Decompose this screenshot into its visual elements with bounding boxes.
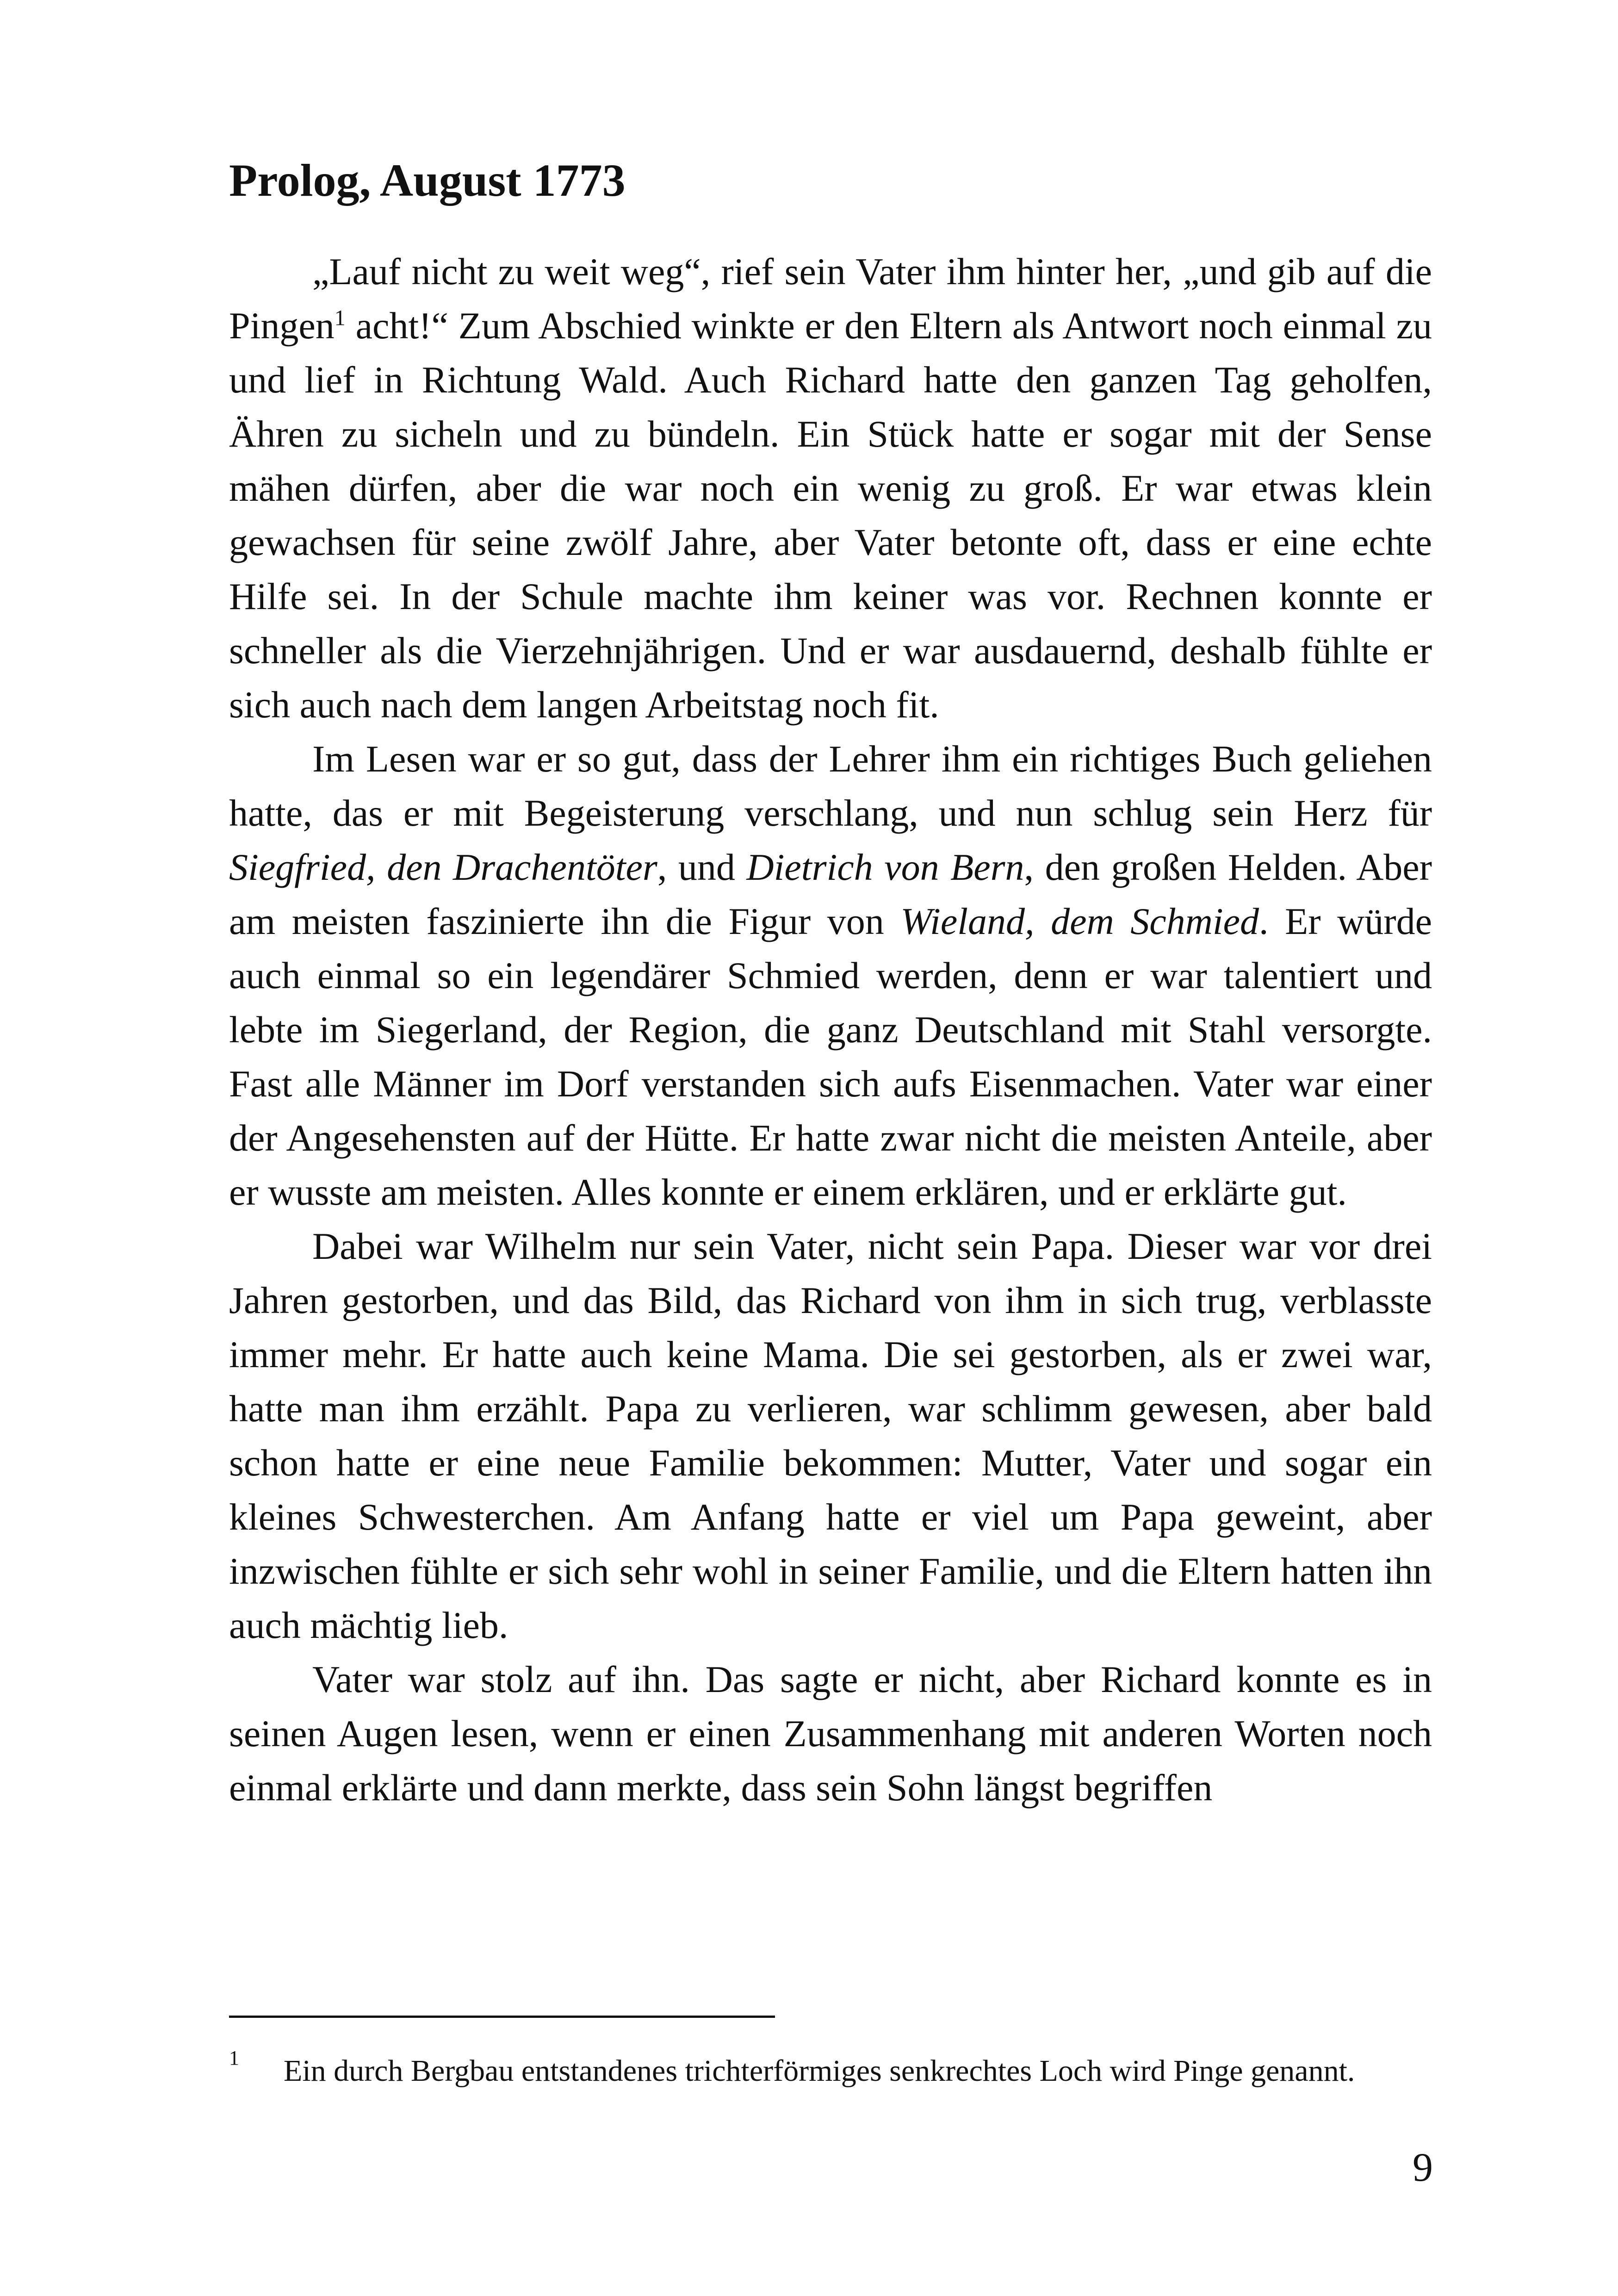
paragraph xyxy=(229,732,1432,1219)
italic-title: Siegfried, den Drachentöter xyxy=(229,846,657,888)
paragraph xyxy=(229,244,1432,732)
italic-title: Dietrich von Bern xyxy=(746,846,1024,888)
text-run: „Lauf nicht zu weit weg“, rief sein Vater ihm hinter her, „und gib auf die Pingen xyxy=(229,250,1432,347)
text-run: , den großen Helden. Aber am meisten faszinierte ihn die Figur von xyxy=(229,846,1432,942)
footnote-text: Ein durch Bergbau entstandenes trichterförmiges senkrechtes Loch wird Pinge genannt. xyxy=(284,2054,1355,2088)
paragraph xyxy=(229,1652,1432,1815)
footnote-reference: 1 xyxy=(334,305,346,330)
text-run: Dabei war Wilhelm nur sein Vater, nicht sein Papa. Dieser war vor drei Jahren gestorben, und das Bild, das Richard von ihm in sich trug, verblasste immer mehr. Er hatte auch keine Mama. Die sei gestorben, als er zwei war, hatte man ihm erzählt. Papa zu verlieren, war schlimm gewesen, aber bald schon hatte er eine neue Familie bekommen: Mutter, Vater und sogar ein kleines Schwesterchen. Am Anfang hatte er viel um Papa geweint, aber inzwischen fühlte er sich sehr wohl in seiner Familie, und die Eltern hatten ihn auch mächtig lieb. xyxy=(229,1225,1432,1646)
page-number: 9 xyxy=(1413,2145,1433,2190)
text-run: , und xyxy=(657,846,747,888)
italic-title: Wieland, dem Schmied xyxy=(900,900,1259,942)
footnote xyxy=(229,2047,1460,2089)
footnote-divider xyxy=(229,2016,775,2018)
text-run: Vater war stolz auf ihn. Das sagte er nicht, aber Richard konnte es in seinen Augen lesen, wenn er einen Zusammenhang mit anderen Worten noch einmal erklärte und dann merkte, dass sein Sohn längst begriffen xyxy=(229,1658,1432,1809)
footnote-marker: 1 xyxy=(229,2047,239,2069)
text-run: acht!“ Zum Abschied winkte er den Eltern als Antwort noch einmal zu und lief in Richtung Wald. Auch Richard hatte den ganzen Tag geholfen, Ähren zu sicheln und zu bündeln. Ein Stück hatte er sogar mit der Sense mähen dürfen, aber die war noch ein wenig zu groß. Er war etwas klein gewachsen für seine zwölf Jahre, aber Vater betonte oft, dass er eine echte Hilfe sei. In der Schule machte ihm keiner was vor. Rechnen konnte er schneller als die Vierzehnjährigen. Und er war ausdauernd, deshalb fühlte er sich auch nach dem langen Arbeitstag noch fit. xyxy=(229,305,1432,726)
text-run: Im Lesen war er so gut, dass der Lehrer ihm ein richtiges Buch geliehen hatte, das er mit Begeisterung verschlang, und nun schlug sein Herz für xyxy=(229,738,1432,834)
chapter-title: Prolog, August 1773 xyxy=(229,155,626,206)
paragraph xyxy=(229,1219,1432,1652)
text-run: . Er würde auch einmal so ein legendärer Schmied werden, denn er war talentiert und lebte im Siegerland, der Region, die ganz Deutschland mit Stahl versorgte. Fast alle Männer im Dorf verstanden sich aufs Eisenmachen. Vater war einer der Angesehensten auf der Hütte. Er hatte zwar nicht die meisten Anteile, aber er wusste am meisten. Alles konnte er einem erklären, und er erklärte gut. xyxy=(229,900,1432,1213)
body-text xyxy=(229,244,1432,1815)
